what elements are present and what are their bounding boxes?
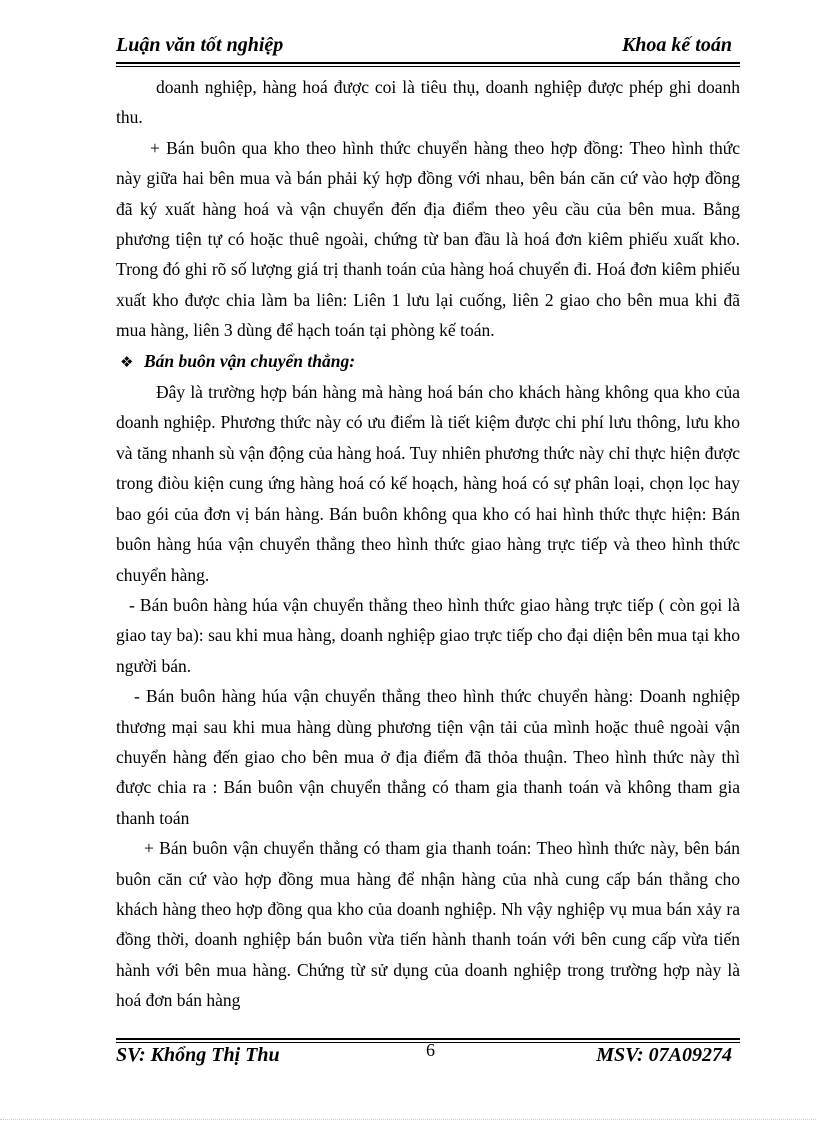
header-rule-thin — [116, 66, 740, 67]
page-header — [116, 34, 740, 60]
paragraph-4: - Bán buôn hàng húa vận chuyển thẳng theo hình thức giao hàng trực tiếp ( còn gọi là giao tay ba): sau khi mua hàng, doanh nghiệp giao trực tiếp cho đại diện bên mua tại kho người bán. — [116, 594, 740, 676]
page-edge-divider — [0, 1119, 816, 1120]
paragraph-1: doanh nghiệp, hàng hoá được coi là tiêu thụ, doanh nghiệp được phép ghi doanh thu. — [116, 77, 740, 128]
header-rule — [116, 62, 740, 64]
diamond-bullet-icon: ❖ — [120, 352, 134, 371]
page-footer — [116, 1040, 740, 1072]
paragraph-3: Đây là trường hợp bán hàng mà hàng hoá bán cho khách hàng không qua kho của doanh nghiệp. Phương thức này có ưu điểm là tiết kiệm được chi phí lưu thông, lưu kho và tăng nhanh sù vận động của hàng hoá. Tuy nhiên phương thức này chỉ thực hiện được trong điòu kiện cung ứng hàng hoá có kế hoạch, hàng hoá có sự phân loại, chọn lọc hay bao gói của đơn vị bán hàng. Bán buôn không qua kho có hai hình thức thực hiện: Bán buôn hàng húa vận chuyển thẳng theo hình thức giao hàng trực tiếp và theo hình thức chuyển hàng. — [116, 382, 740, 585]
page-body — [116, 72, 740, 1016]
header-department: Khoa kế toán — [621, 34, 732, 56]
subheading-text: Bán buôn vận chuyển thẳng: — [144, 350, 356, 371]
section-subheading — [116, 346, 740, 377]
paragraph-6: + Bán buôn vận chuyển thẳng có tham gia thanh toán: Theo hình thức này, bên bán buôn căn cứ vào hợp đồng mua hàng để nhận hàng của nhà cung cấp bán thẳng cho khách hàng theo hợp đồng qua kho của doanh nghiệp. Nh vậy nghiệp vụ mua bán xảy ra đồng thời, doanh nghiệp bán buôn vừa tiến hành thanh toán với bên cung cấp vừa tiến hành với bên mua hàng. Chứng từ sử dụng của doanh nghiệp trong trường hợp này là hoá đơn bán hàng — [116, 838, 740, 1011]
paragraph-5: - Bán buôn hàng húa vận chuyển thẳng theo hình thức chuyển hàng: Doanh nghiệp thương mại sau khi mua hàng dùng phương tiện vận tải của mình hoặc thuê ngoài vận chuyển hàng đến giao cho bên mua ở địa điểm đã thỏa thuận. Theo hình thức này thì được chia ra : Bán buôn vận chuyển thẳng có tham gia thanh toán và không tham gia thanh toán — [116, 686, 740, 828]
page-number: 6 — [426, 1040, 435, 1060]
footer-student-id: MSV: 07A09274 — [596, 1044, 732, 1066]
paragraph-2: + Bán buôn qua kho theo hình thức chuyển hàng theo hợp đồng: Theo hình thức này giữa hai bên mua và bán phải ký hợp đồng với nhau, bên bán căn cứ vào hợp đồng đã ký xuất hàng hoá và vận chuyển đến địa điểm theo yêu cầu của bên mua. Bằng phương tiện tự có hoặc thuê ngoài, chứng từ ban đầu là hoá đơn kiêm phiếu xuất kho. Trong đó ghi rõ số lượng giá trị thanh toán của hàng hoá chuyển đi. Hoá đơn kiêm phiếu xuất kho được chia làm ba liên: Liên 1 lưu lại cuống, liên 2 giao cho bên mua khi đã mua hàng, liên 3 dùng để hạch toán tại phòng kế toán. — [116, 137, 740, 341]
footer-student-name: SV: Khổng Thị Thu — [116, 1044, 280, 1066]
header-thesis-title: Luận văn tốt nghiệp — [116, 34, 284, 56]
